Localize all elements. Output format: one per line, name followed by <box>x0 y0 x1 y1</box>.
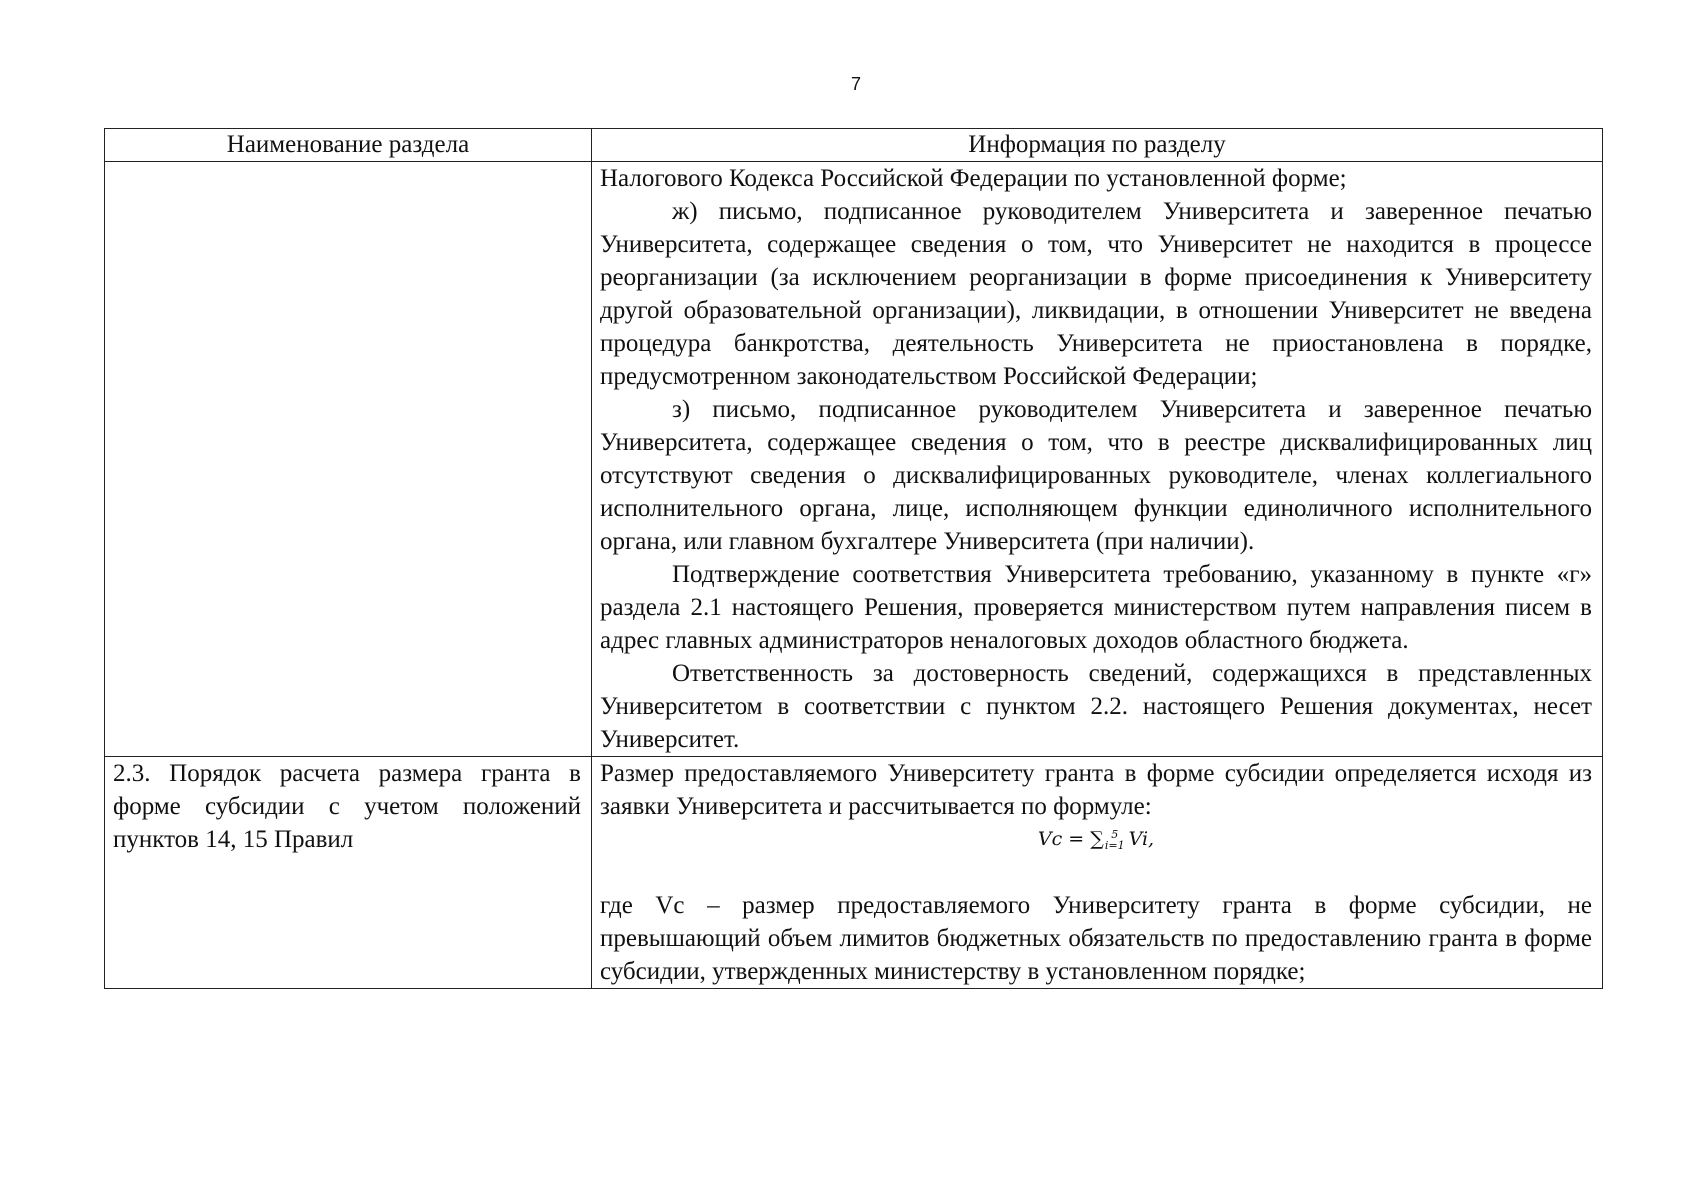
paragraph-responsibility: Ответственность за достоверность сведений, содержащихся в представленных Университетом в соответствии с пунктом 2.2. настоящего Решения документах, несет Университет. <box>600 660 1592 753</box>
paragraph-confirmation: Подтверждение соответствия Университета требованию, указанному в пункте «г» раздела 2.1 настоящего Решения, проверяется министерством путем направления писем в адрес главных администраторов неналоговых доходов областного бюджета. <box>600 561 1592 654</box>
table-row <box>105 162 1603 757</box>
page-number: 7 <box>850 74 861 94</box>
paragraph-item-z: з) письмо, подписанное руководителем Университета и заверенное печатью Университета, содержащее сведения о том, что в реестре дисквалифицированных лиц отсутствуют сведения о дисквалифицированных руководителе, членах коллегиального исполнительного органа, лице, исполняющем функции единоличного исполнительного органа, или главном бухгалтере Университета (при наличии). <box>600 396 1592 555</box>
formula-sum-limits <box>1105 829 1125 851</box>
header-section-name: Наименование раздела <box>105 129 592 162</box>
paragraph-continuation: Налогового Кодекса Российской Федерации по установленной форме; <box>600 165 1347 192</box>
formula-lhs: Vc = ∑ <box>1037 828 1104 850</box>
table-row <box>105 757 1603 989</box>
section-info-table <box>104 128 1603 989</box>
section-info-cell <box>592 162 1603 757</box>
section-name-cell <box>105 162 592 757</box>
section-name: 2.3. Порядок расчета размера гранта в форме субсидии с учетом положений пунктов 14, 15 Правил <box>113 760 581 853</box>
grant-formula <box>600 823 1592 856</box>
section-info-cell <box>592 757 1603 989</box>
formula-upper-limit: 5 <box>1111 828 1119 841</box>
paragraph-grant-size: Размер предоставляемого Университету гранта в форме субсидии определяется исходя из заявки Университета и рассчитывается по формуле: <box>600 760 1592 820</box>
paragraph-item-zh: ж) письмо, подписанное руководителем Университета и заверенное печатью Университета, содержащее сведения о том, что Университет не находится в процессе реорганизации (за исключением реорганизации в форме присоединения к Университету другой образовательной организации), ликвидации, в отношении Университет не введена процедура банкротства, деятельность Университета не приостановлена в порядке, предусмотренном законодательством Российской Федерации; <box>600 198 1592 390</box>
paragraph-vc-definition: где Vc – размер предоставляемого Университету гранта в форме субсидии, не превышающий объем лимитов бюджетных обязательств по предоставлению гранта в форме субсидии, утвержденных министерству в установленном порядке; <box>600 892 1592 985</box>
formula-lower-limit: i=1 <box>1104 839 1125 852</box>
header-section-info: Информация по разделу <box>592 129 1603 162</box>
section-name-cell <box>105 757 592 989</box>
table-header-row <box>105 129 1603 162</box>
formula-rhs: Vi, <box>1128 828 1155 850</box>
